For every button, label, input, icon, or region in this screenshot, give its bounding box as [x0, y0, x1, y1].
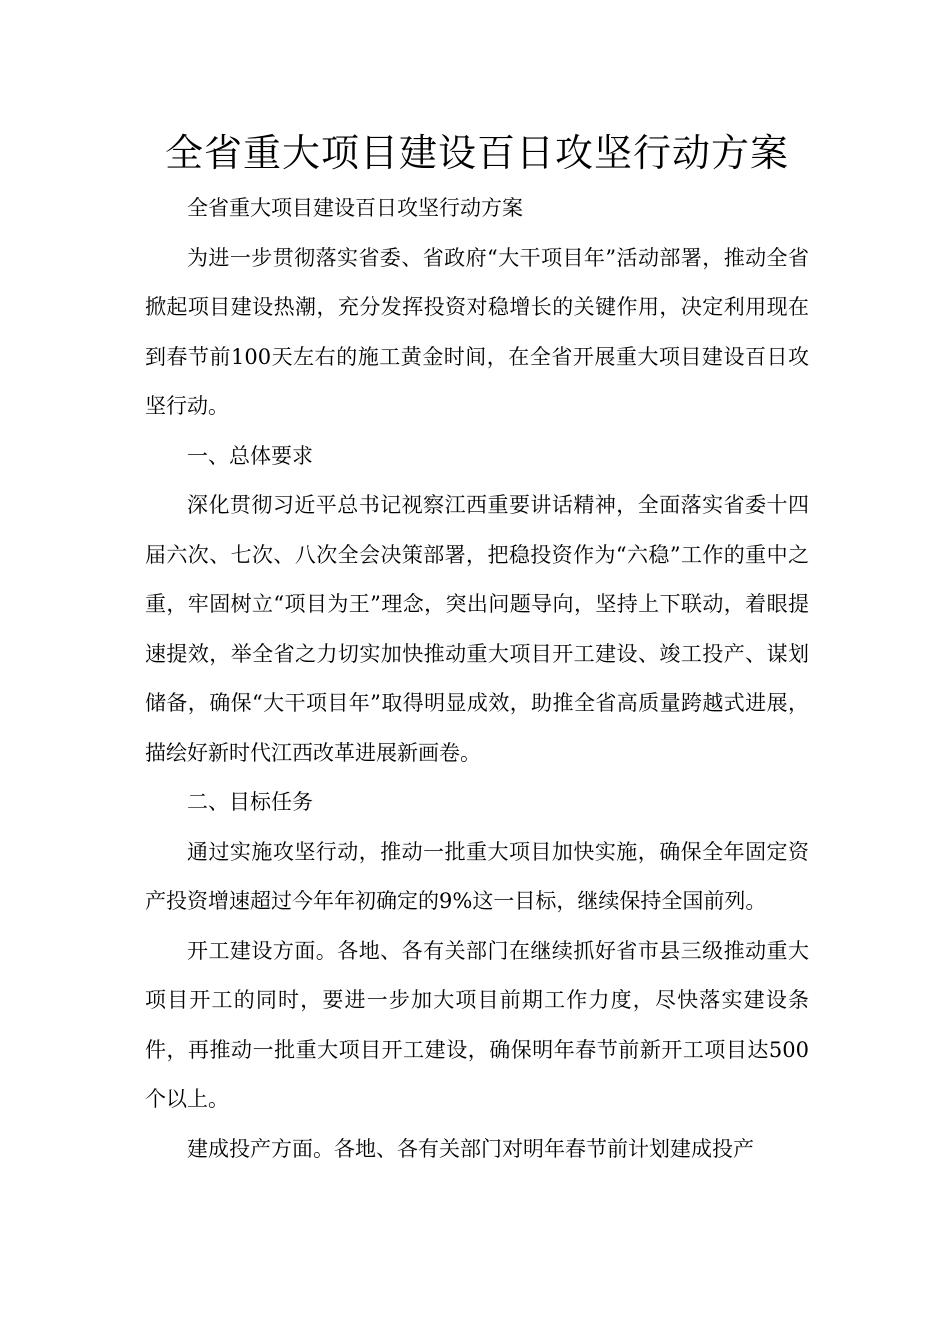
- paragraph-overall-requirements: 深化贯彻习近平总书记视察江西重要讲话精神，全面落实省委十四届六次、七次、八次全会决策部署，把稳投资作为“六稳”工作的重中之重，牢固树立“项目为王”理念，突出问题导向，坚持上下联动，着眼提速提效，举全省之力切实加快推动重大项目开工建设、竣工投产、谋划储备，确保“大干项目年”取得明显成效，助推全省高质量跨越式进展，描绘好新时代江西改革进展新画卷。: [145, 493, 809, 765]
- document-title: 全省重大项目建设百日攻坚行动方案: [164, 131, 789, 175]
- section-heading-overall-requirements: 一、总体要求: [187, 443, 313, 468]
- document-subtitle: 全省重大项目建设百日攻坚行动方案: [187, 196, 523, 220]
- paragraph-goals: 通过实施攻坚行动，推动一批重大项目加快实施，确保全年固定资产投资增速超过今年年初确定的9%这一目标，继续保持全国前列。: [145, 839, 809, 913]
- document-page: [145, 122, 809, 1174]
- section-heading-goals-tasks: 二、目标任务: [187, 790, 313, 814]
- paragraph-intro: 为进一步贯彻落实省委、省政府“大干项目年”活动部署，推动全省掀起项目建设热潮，充分发挥投资对稳增长的关键作用，决定利用现在到春节前100天左右的施工黄金时间，在全省开展重大项目建设百日攻坚行动。: [145, 245, 809, 418]
- paragraph-completion: 建成投产方面。各地、各有关部门对明年春节前计划建成投产: [187, 1136, 754, 1161]
- paragraph-construction-start: 开工建设方面。各地、各有关部门在继续抓好省市县三级推动重大项目开工的同时，要进一步加大项目前期工作力度，尽快落实建设条件，再推动一批重大项目开工建设，确保明年春节前新开工项目达500个以上。: [145, 938, 809, 1111]
